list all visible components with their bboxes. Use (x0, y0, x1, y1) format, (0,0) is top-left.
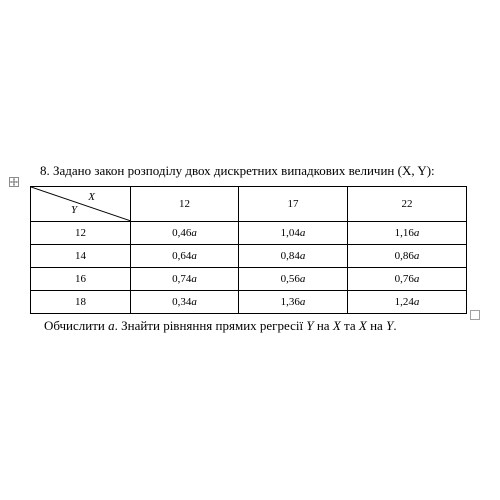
probability-coef: 0,74 (172, 273, 192, 285)
question-part: . (393, 318, 397, 333)
distribution-table (30, 186, 467, 314)
probability-cell (348, 222, 467, 245)
coef-symbol: a (299, 250, 306, 262)
coef-symbol: a (191, 227, 197, 239)
probability-cell (239, 268, 348, 291)
probability-coef: 0,46 (172, 227, 192, 239)
problem-statement-text: Задано закон розподілу двох дискретних випадкових величин (53, 163, 395, 178)
y-value-cell: 14 (31, 245, 131, 268)
y-value-cell: 16 (31, 268, 131, 291)
coef-symbol: a (191, 296, 197, 308)
coef-symbol: a (413, 296, 420, 308)
y-value-cell: 18 (31, 291, 131, 314)
table-row (31, 222, 467, 245)
probability-cell (348, 245, 467, 268)
variable-a: a (108, 318, 115, 333)
coef-symbol: a (299, 296, 306, 308)
probability-cell (131, 291, 239, 314)
coef-symbol: a (413, 227, 420, 239)
x-axis-label: X (88, 191, 95, 203)
x-value-cell: 22 (348, 187, 467, 222)
table-header-row (31, 187, 467, 222)
variable-x: X (332, 318, 341, 333)
x-value-cell: 12 (131, 187, 239, 222)
probability-cell (348, 268, 467, 291)
probability-coef: 0,86 (394, 250, 414, 262)
probability-coef: 0,84 (280, 250, 300, 262)
question-part: на (316, 318, 330, 333)
coef-symbol: a (299, 227, 306, 239)
y-axis-label: Y (71, 204, 78, 216)
probability-coef: 0,76 (394, 273, 414, 285)
probability-cell (239, 245, 348, 268)
coef-symbol: a (299, 273, 306, 285)
coef-symbol: a (413, 250, 420, 262)
probability-coef: 1,24 (394, 296, 414, 308)
probability-cell (239, 222, 348, 245)
coef-symbol: a (191, 273, 197, 285)
question-part: . Знайти рівняння прямих регресії (114, 318, 304, 333)
problem-variables: (X, Y): (397, 163, 435, 178)
diagonal-header-cell (31, 187, 131, 222)
probability-coef: 1,04 (280, 227, 300, 239)
probability-coef: 1,16 (394, 227, 414, 239)
probability-coef: 0,56 (280, 273, 300, 285)
probability-cell (239, 291, 348, 314)
coef-symbol: a (413, 273, 420, 285)
variable-y: Y (306, 318, 314, 333)
problem-statement (40, 163, 435, 179)
question-part: на (370, 318, 383, 333)
table-row (31, 245, 467, 268)
table-resize-handle-icon[interactable] (470, 310, 480, 320)
probability-cell (348, 291, 467, 314)
probability-coef: 0,34 (172, 296, 192, 308)
probability-cell (131, 268, 239, 291)
question-part: Обчислити (44, 318, 105, 333)
question-part: та (344, 318, 356, 333)
probability-cell (131, 245, 239, 268)
diagonal-line (31, 187, 131, 221)
question-text (44, 318, 397, 334)
probability-coef: 0,64 (172, 250, 192, 262)
probability-cell (131, 222, 239, 245)
probability-coef: 1,36 (280, 296, 300, 308)
table-row (31, 268, 467, 291)
table-move-handle-icon[interactable] (9, 177, 19, 187)
table-row (31, 291, 467, 314)
problem-number: 8. (40, 163, 50, 178)
y-value-cell: 12 (31, 222, 131, 245)
x-value-cell: 17 (239, 187, 348, 222)
variable-x: X (358, 318, 367, 333)
coef-symbol: a (191, 250, 197, 262)
variable-y: Y (386, 318, 394, 333)
